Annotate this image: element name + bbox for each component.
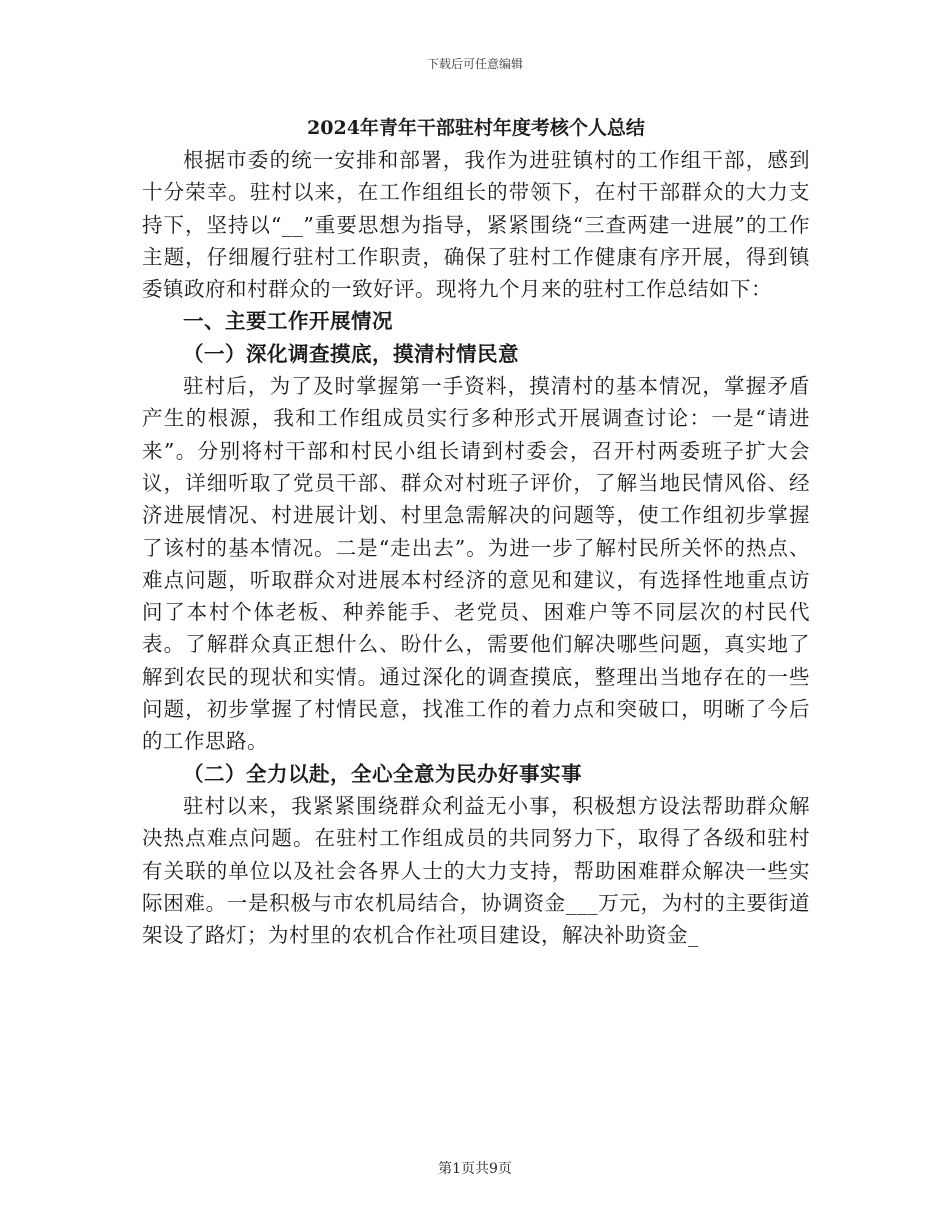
page-header: 下载后可任意编辑: [426, 57, 523, 71]
section-heading-1: 一、主要工作开展情况: [183, 309, 393, 334]
page-footer: 第1页共9页: [438, 1161, 512, 1177]
subsection-heading-2: （二）全力以赴，全心全意为民办好事实事: [183, 761, 582, 786]
paragraph-intro: 根据市委的统一安排和部署，我作为进驻镇村的工作组干部，感到十分荣幸。驻村以来，在工作组组长的带领下，在村干部群众的大力支持下，坚持以“__”重要思想为指导，紧紧围绕“三查两建一进展”的工作主题，仔细履行驻村工作职责，确保了驻村工作健康有序开展，得到镇委镇政府和村群众的一致好评。现将九个月来的驻村工作总结如下：: [142, 148, 810, 302]
subsection-heading-1: （一）深化调查摸底，摸清村情民意: [183, 341, 519, 366]
document-title: 2024年青年干部驻村年度考核个人总结: [307, 117, 645, 139]
document-body: [142, 112, 810, 951]
paragraph-practical-work: 驻村以来，我紧紧围绕群众利益无小事，积极想方设法帮助群众解决热点难点问题。在驻村工作组成员的共同努力下，取得了各级和驻村有关联的单位以及社会各界人士的大力支持，帮助困难群众解决一些实际困难。一是积极与市农机局结合，协调资金___万元，为村的主要街道架设了路灯；为村里的农机合作社项目建设，解决补助资金_: [142, 793, 810, 948]
paragraph-investigation: 驻村后，为了及时掌握第一手资料，摸清村的基本情况，掌握矛盾产生的根源，我和工作组成员实行多种形式开展调查讨论：一是“请进来”。分别将村干部和村民小组长请到村委会，召开村两委班子扩大会议，详细听取了党员干部、群众对村班子评价，了解当地民情风俗、经济进展情况、村进展计划、村里急需解决的问题等，使工作组初步掌握了该村的基本情况。二是“走出去”。为进一步了解村民所关怀的热点、难点问题，听取群众对进展本村经济的意见和建议，有选择性地重点访问了本村个体老板、种养能手、老党员、困难户等不同层次的村民代表。了解群众真正想什么、盼什么，需要他们解决哪些问题，真实地了解到农民的现状和实情。通过深化的调查摸底，整理出当地存在的一些问题，初步掌握了村情民意，找准工作的着力点和突破口，明晰了今后的工作思路。: [142, 374, 810, 754]
